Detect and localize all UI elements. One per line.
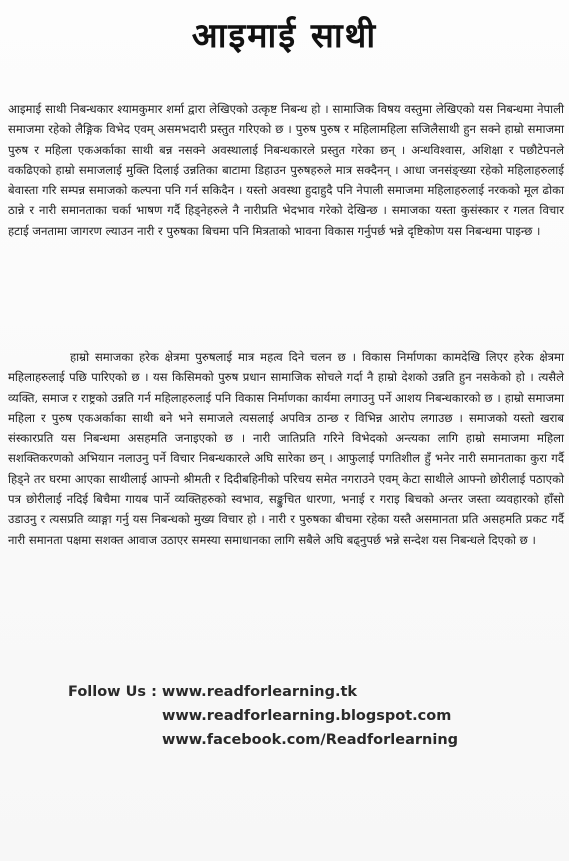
- facebook-link[interactable]: www.facebook.com/Readforlearning: [162, 732, 459, 748]
- paragraph-2: हाम्रो समाजका हरेक क्षेत्रमा पुरुषलाई मात्र महत्व दिने चलन छ । विकास निर्माणका कामदेखि लिएर हरेक क्षेत्रमा महिलाहरुलाई पछि पारिएको छ । यस किसिमको पुरुष प्रधान सामाजिक सोचले गर्दा नै हाम्रो देशको उन्नति हुन नसकेको हो । त्यसैले व्यक्ति, समाज र राष्ट्रको उन्नति गर्न महिलाहरुलाई पनि विकास निर्माणका कार्यमा लगाउनु पर्ने आशय निबन्धकारको छ । हाम्रो समाजमा महिला र पुरुष एकअर्काका साथी बने भने समाजले त्यसलाई अपवित्र ठान्छ र विभिन्न आरोप लगाउछ । समाजको यस्तो खराब संस्कारप्रति यस निबन्धमा असहमति जनाइएको छ । नारी जातिप्रति गरिने विभेदको अन्त्यका लागि हाम्रो समाजमा महिला सशक्तिकरणको अभियान नलाउनु पर्ने विचार निबन्धकारले अघि सारेका छन् । आफुलाई पगतिशील हुँ भनेर नारी समानताका कुरा गर्दै हिड्ने तर घरमा आएका साथीलाई आफ्नो श्रीमती र दिदीबहिनीको परिचय समेत नगराउने एवम् केटा साथीले आफ्नो छोरीलाई पठाएको पत्र छोरीलाई नदिई बिचैमा गायब पार्ने व्यक्तिहरुको स्वभाव, सङ्कुचित धारणा, भनाई र गराइ बिचको अन्तर जस्ता व्यवहारको हाँसो उडाउनु र त्यसप्रति व्याङ्गा गर्नु यस निबन्धको मुख्य विचार हो । नारी र पुरुषका बीचमा रहेका यस्तै असमानता प्रति असहमति प्रकट गर्दै नारी समानता पक्षमा सशक्त आवाज उठाएर समस्या समाधानका लागि सबैले अघि बढ्नुपर्छ भन्ने सन्देश यस निबन्धले दिएको छ ।: [8, 350, 564, 547]
- paragraph-1: आइमाई साथी निबन्धकार श्यामकुमार शर्मा द्वारा लेखिएको उत्कृष्ट निबन्ध हो । सामाजिक विषय वस्तुमा लेखिएको यस निबन्धमा नेपाली समाजमा रहेको लैङ्गिक विभेद एवम् असमभदारी प्रस्तुत गरिएको छ । पुरुष पुरुष र महिलामहिला सजिलैसाथी हुन सक्ने हाम्रो समाजमा पुरुष र महिला एकअर्काका साथी बन्न नसक्ने अवस्थालाई निबन्धकारले प्रस्तुत गरेका छन् । अन्धविश्वास, अशिक्षा र पछौटेपनले वकढिएको हाम्रो समाजलाई मुक्ति दिलाई उन्नतिका बाटामा डिहाउन पुरुषहरुले मात्र सक्दैनन् । आधा जनसंङ्ख्या रहेको महिलाहरुलाई बेवास्ता गरि सम्पन्न समाजको कल्पना पनि गर्न सकिदैन । यस्तो अवस्था हुदाहुदै पनि नेपाली समाजमा महिलाहरुलाई नरकको मूल ढोका ठान्ने र नारी समानताका चर्का भाषण गर्दै हिड्नेहरुले नै नारीप्रति भेदभाव गरेको देखिन्छ । समाजका यस्ता कुसंस्कार र गलत विचार हटाई जनतामा जागरण ल्याउन नारी र पुरुषका बिचमा पनि मित्रताको भावना विकास गर्नुपर्छ भन्ने दृष्टिकोण यस निबन्धमा पाइन्छ ।: [8, 102, 564, 238]
- blogspot-link[interactable]: www.readforlearning.blogspot.com: [162, 708, 452, 724]
- follow-us-line: Follow Us : www.readforlearning.tk: [68, 684, 358, 700]
- page-title: आइमाई साथी: [191, 16, 378, 56]
